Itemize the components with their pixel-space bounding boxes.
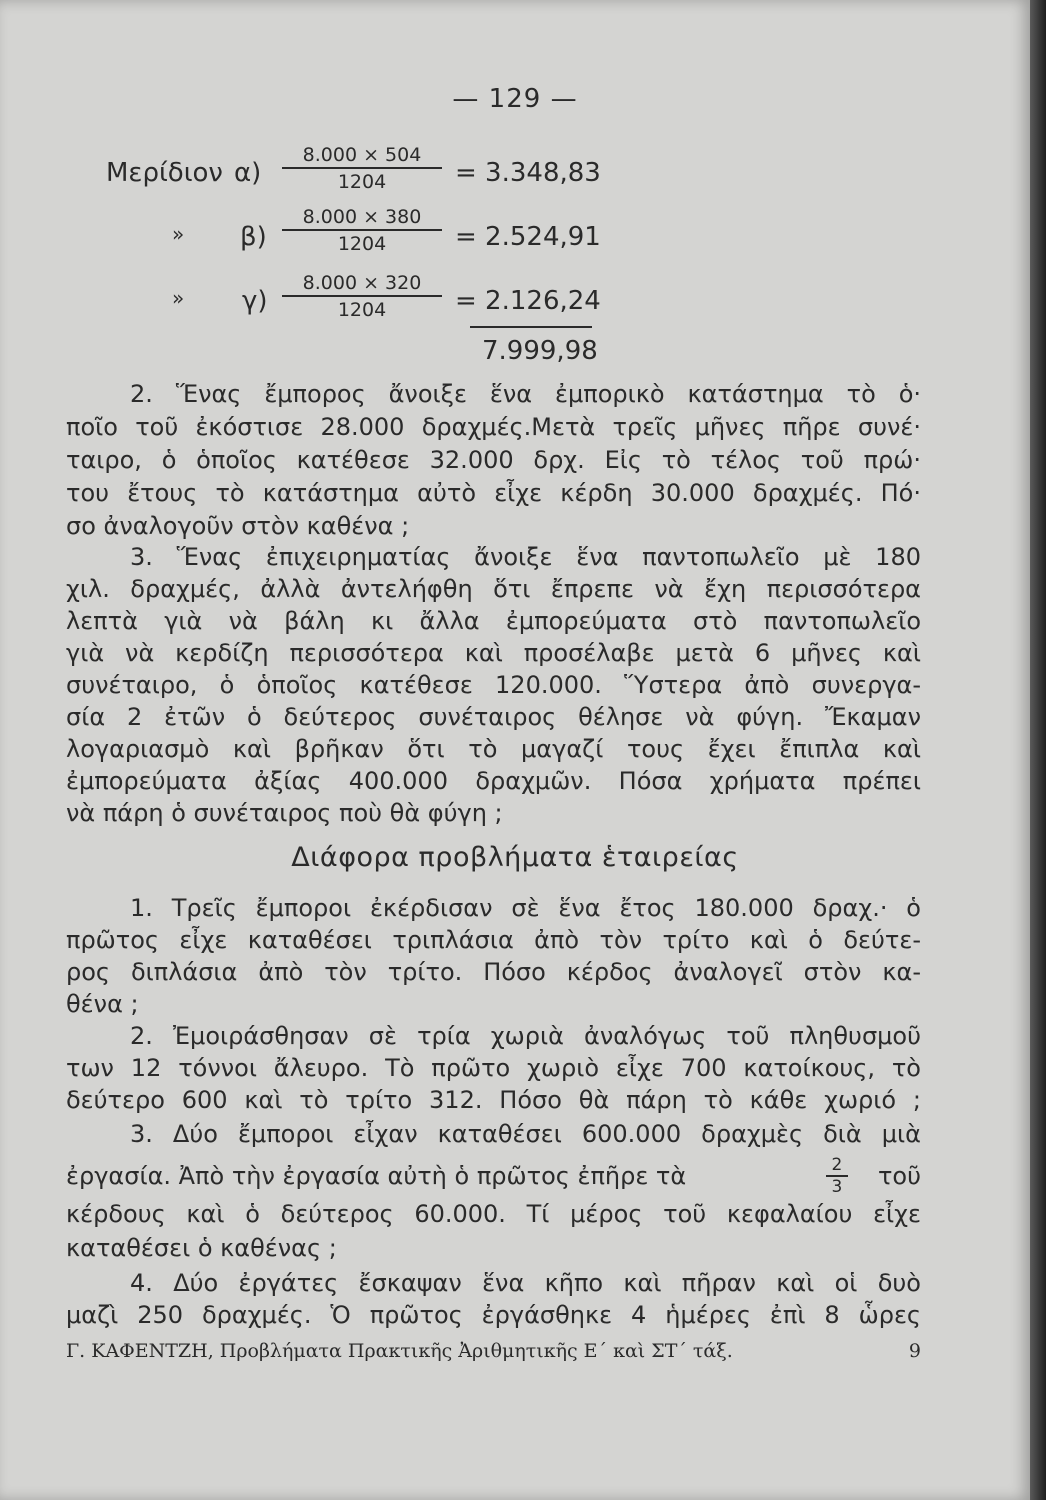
- text-line: του ἔτους τὸ κατάστημα αὐτὸ εἶχε κέρδη 30.000 δραχμές. Πό·: [66, 479, 921, 507]
- page-footer: [66, 1340, 921, 1362]
- text-line: 2. Ἐμοιράσθησαν σὲ τρία χωριὰ ἀναλόγως τοῦ πληθυσμοῦ: [130, 1022, 921, 1050]
- text-line-with-fraction: [66, 1156, 921, 1196]
- text-line: μαζὶ 250 δραχμές. Ὁ πρῶτος ἐργάσθηκε 4 ἡμέρες ἐπὶ 8 ὧρες: [66, 1301, 921, 1329]
- calc-marker-b: β): [240, 222, 267, 252]
- text-line: λογαριασμὸ καὶ βρῆκαν ὅτι τὸ μαγαζί τους ἔχει ἔπιπλα καὶ: [66, 735, 921, 763]
- footer-signature: 9: [908, 1340, 921, 1362]
- inline-fraction: [826, 1156, 848, 1196]
- calc-result-a: = 3.348,83: [455, 158, 601, 188]
- calc-denominator-a: 1204: [337, 171, 387, 193]
- footer-text: Γ. ΚΑΦΕΝΤΖΗ, Προβλήματα Πρακτικῆς Ἀριθμητικῆς Ε΄ καὶ ΣΤ΄ τάξ.: [66, 1340, 733, 1362]
- section-heading: Διάφορα προβλήματα ἑταιρείας: [291, 842, 739, 873]
- text-line: 3. Δύο ἔμποροι εἶχαν καταθέσει 600.000 δραχμὲς διὰ μιὰ: [130, 1120, 921, 1148]
- text-line: καταθέσει ὁ καθένας ;: [66, 1234, 337, 1262]
- text-line: χιλ. δραχμές, ἀλλὰ ἀντελήφθη ὅτι ἔπρεπε νὰ ἔχη περισσότερα: [66, 575, 921, 603]
- calc-numerator-a: 8.000 × 504: [302, 144, 422, 166]
- text-line: θένα ;: [66, 990, 139, 1018]
- calc-fraction-b: [282, 206, 442, 255]
- calc-label-c: »: [172, 286, 185, 310]
- text-line: ἐμπορεύματα ἀξίας 400.000 δραχμῶν. Πόσα χρήματα πρέπει: [66, 767, 921, 795]
- text-line: σία 2 ἐτῶν ὁ δεύτερος συνέταιρος θέλησε νὰ φύγη. Ἔκαμαν: [66, 703, 921, 731]
- fraction-group: [820, 1156, 921, 1196]
- text-line: λεπτὰ γιὰ νὰ βάλη κι ἄλλα ἐμπορεύματα στὸ παντοπωλεῖο: [66, 607, 921, 635]
- page-number: — 129 —: [452, 84, 578, 114]
- calc-fraction-c: [282, 272, 442, 321]
- fraction-numerator: 2: [831, 1155, 843, 1175]
- calc-result-c: = 2.126,24: [455, 286, 601, 316]
- text-line: δεύτερο 600 καὶ τὸ τρίτο 312. Πόσο θὰ πάρη τὸ κάθε χωριό ;: [66, 1086, 921, 1114]
- text-line: νὰ πάρη ὁ συνέταιρος ποὺ θὰ φύγη ;: [66, 799, 503, 827]
- fraction-bar: [282, 229, 442, 231]
- calc-fraction-a: [282, 144, 442, 193]
- text-line: 3. Ἕνας ἐπιχειρηματίας ἄνοιξε ἕνα παντοπωλεῖο μὲ 180: [130, 543, 921, 571]
- text-line: 2. Ἕνας ἔμπορος ἄνοιξε ἕνα ἐμπορικὸ κατάστημα τὸ ὁ·: [130, 380, 921, 408]
- text-line: ποῖο τοῦ ἐκόστισε 28.000 δραχμές.Μετὰ τρεῖς μῆνες πῆρε συνέ·: [66, 413, 921, 441]
- calc-result-b: = 2.524,91: [455, 222, 601, 252]
- text-line: κέρδους καὶ ὁ δεύτερος 60.000. Τί μέρος τοῦ κεφαλαίου εἶχε: [66, 1200, 921, 1228]
- calc-marker-a: α): [234, 158, 262, 188]
- text-segment: ἐργασία. Ἀπὸ τὴν ἐργασία αὐτὴ ὁ πρῶτος ἐπῆρε τὰ: [66, 1162, 687, 1190]
- calc-label-b: »: [172, 222, 185, 246]
- calc-marker-c: γ): [242, 286, 268, 316]
- calc-denominator-b: 1204: [337, 233, 387, 255]
- calc-denominator-c: 1204: [337, 299, 387, 321]
- text-line: των 12 τόννοι ἄλευρο. Τὸ πρῶτο χωριὸ εἶχε 700 κατοίκους, τὸ: [66, 1054, 921, 1082]
- text-line: ταιρο, ὁ ὁποῖος κατέθεσε 32.000 δρχ. Εἰς τὸ τέλος τοῦ πρώ·: [66, 446, 921, 474]
- calc-total: 7.999,98: [482, 336, 598, 366]
- text-line: 4. Δύο ἐργάτες ἔσκαψαν ἕνα κῆπο καὶ πῆραν καὶ οἱ δυὸ: [130, 1269, 921, 1297]
- text-line: γιὰ νὰ κερδίζη περισσότερα καὶ προσέλαβε μετὰ 6 μῆνες καὶ: [66, 639, 921, 667]
- calc-numerator-b: 8.000 × 380: [302, 206, 422, 228]
- fraction-bar: [282, 167, 442, 169]
- calc-numerator-c: 8.000 × 320: [302, 272, 422, 294]
- page-edge-shadow: [1030, 0, 1046, 1500]
- text-line: σο ἀναλογοῦν στὸν καθένα ;: [66, 512, 410, 540]
- sum-rule: [470, 326, 592, 328]
- text-line: πρῶτος εἶχε καταθέσει τριπλάσια ἀπὸ τὸν τρίτο καὶ ὁ δεύτε-: [66, 926, 921, 954]
- text-line: ρος διπλάσια ἀπὸ τὸν τρίτο. Πόσο κέρδος ἀναλογεῖ στὸν κα-: [66, 958, 921, 986]
- text-line: συνέταιρο, ὁ ὁποῖος κατέθεσε 120.000. Ὕστερα ἀπὸ συνεργα-: [66, 671, 921, 699]
- fraction-bar: [282, 295, 442, 297]
- calc-label-a: Μερίδιον: [106, 158, 223, 188]
- text-segment: τοῦ: [877, 1162, 921, 1190]
- text-line: 1. Τρεῖς ἔμποροι ἐκέρδισαν σὲ ἕνα ἔτος 180.000 δραχ.· ὁ: [130, 894, 921, 922]
- fraction-denominator: 3: [831, 1177, 843, 1197]
